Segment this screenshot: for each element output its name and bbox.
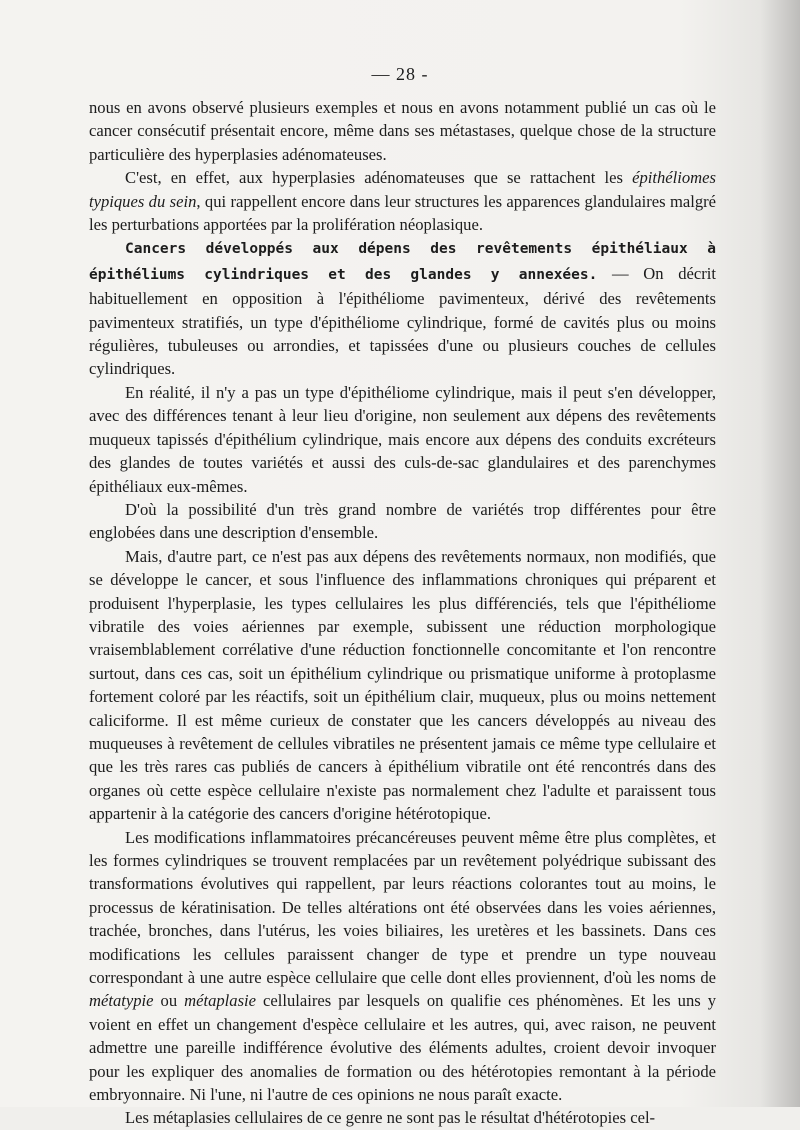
paragraph-1: nous en avons observé plusieurs exemples et nous en avons notamment publié un cas où le cancer consécutif présentait encore, même dans ses métastases, quelque chose de la structure particulière des hyperplasies adénomateuses.	[89, 98, 716, 164]
italic-term-metatypie: métatypie	[89, 991, 154, 1011]
paragraph-7	[89, 826, 716, 1107]
italic-term-metaplasie: métaplasie	[184, 991, 257, 1011]
paragraph-3	[89, 236, 716, 380]
paragraph-8: Les métaplasies cellulaires de ce genre ne sont pas le résultat d'hétérotopies cel-	[125, 1108, 656, 1128]
paragraph-2-text-c: , qui rappellent encore dans leur structures les apparences glandulaires malgré les perturbations apportées par la prolifération néoplasique.	[89, 191, 717, 235]
paragraph-7-text-a: Les modifications inflammatoires précancéreuses peuvent même être plus complètes, et les formes cylindriques se trouvent remplacées par un revêtement polyédrique subissant des transformations évolutives qui rappellent, par leurs réactions colorantes tout au moins, le processus de kératinisation. De telles altérations ont été observées dans les voies aériennes, trachée, bronches, dans l'utérus, les voies biliaires, les uretères et les bassinets. Dans ces modifications les cellules paraissent changer de type et prendre un type nouveau correspondant à une autre espèce cellulaire que celle dont elles proviennent, d'où les noms de	[89, 827, 716, 988]
section-heading-cancers: Cancers développés aux dépens des revêtements épithéliaux à épithéliums cylindriques et des glandes y annexées.	[89, 241, 716, 283]
paragraph-2-text-a: C'est, en effet, aux hyperplasies adénomateuses que se rattachent les	[125, 168, 633, 188]
page-number: — 28 -	[371, 64, 429, 84]
paragraph-7-text-c: ou	[153, 991, 185, 1011]
paragraph-3-text: — On décrit habituellement en opposition à l'épithéliome pavimenteux, dérivé des revêtements pavimenteux stratifiés, un type d'épithéliome cylindrique, formé de cavités plus ou moins régulières, tubuleuses ou arrondies, et tapissées d'une ou plusieurs couches de cellules cylindriques.	[89, 263, 716, 379]
paragraph-4: En réalité, il n'y a pas un type d'épithéliome cylindrique, mais il peut s'en développer, avec des différences tenant à leur lieu d'origine, non seulement aux dépens des revêtements muqueux tapissés d'épithélium cylindrique, mais encore aux dépens des conduits excréteurs des glandes de toutes variétés et aussi des culs-de-sac glandulaires et des parenchymes épithéliaux eux-mêmes.	[89, 382, 716, 496]
italic-term-epitheliomes-typiques: épithéliomes typiques du sein	[89, 168, 716, 211]
paragraph-6: Mais, d'autre part, ce n'est pas aux dépens des revêtements normaux, non modifiés, que se développe le cancer, et sous l'influence des inflammations chroniques qui préparent et produisent l'hyperplasie, les types cellulaires les plus différenciés, tels que l'épithéliome vibratile des voies aériennes par exemple, subissent une réduction morphologique vraisemblablement corrélative d'une réduction fonctionnelle concomitante et l'on rencontre surtout, dans ces cas, soit un épithélium cylindrique ou prismatique uniforme à protoplasme fortement coloré par les réactifs, soit un épithélium clair, muqueux, plus ou moins nettement caliciforme. Il est même curieux de constater que les cancers développés au niveau des muqueuses à revêtement de cellules vibratiles ne présentent jamais ce même type cellulaire et que les très rares cas publiés de cancers à épithélium vibratile ont été rencontrés dans des organes où cette espèce cellulaire n'existe pas normalement chez l'adulte et paraissent tous appartenir à la catégorie des cancers d'origine hétérotopique.	[89, 546, 716, 824]
body-text	[89, 96, 716, 1130]
paragraph-2	[89, 166, 716, 236]
paragraph-7-text-e: cellulaires par lesquels on qualifie ces phénomènes. Et les uns y voient en effet un changement d'espèce cellulaire et les autres, qui, avec raison, ne peuvent admettre une pareille indifférence évolutive des éléments adultes, croient devoir invoquer pour les expliquer des anomalies de formation ou des hétérotopies remontant à la période embryonnaire. Ni l'une, ni l'autre de ces opinions ne nous paraît exacte.	[89, 991, 717, 1105]
paragraph-5: D'où la possibilité d'un très grand nombre de variétés trop différentes pour être englobées dans une description d'ensemble.	[89, 499, 716, 543]
